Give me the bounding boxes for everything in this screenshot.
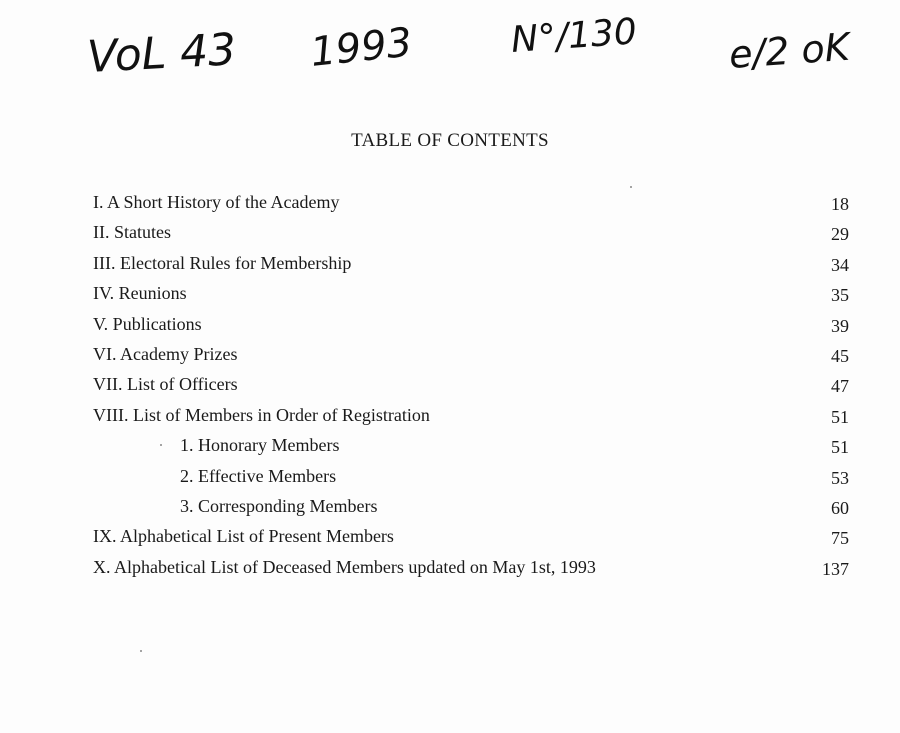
scan-speck (140, 650, 142, 652)
scan-speck (160, 444, 162, 446)
toc-entry-label: IX. Alphabetical List of Present Members (93, 526, 394, 547)
toc-entry-label: X. Alphabetical List of Deceased Members updated on May 1st, 1993 (93, 556, 596, 577)
toc-entry-label: 1. Honorary Members (180, 435, 340, 456)
toc-entry-page: 137 (822, 558, 849, 579)
toc-entry-label: 2. Effective Members (180, 465, 337, 486)
toc-entry-page: 39 (831, 315, 849, 336)
toc-entry (93, 369, 853, 399)
toc-entry-page: 51 (831, 406, 849, 427)
handwritten-number: N°/130 (509, 11, 639, 61)
toc-entry-page: 75 (831, 528, 849, 549)
toc-entry-label: III. Electoral Rules for Membership (93, 252, 352, 273)
handwritten-annotation (0, 0, 900, 110)
toc-entry (93, 552, 853, 582)
toc-entry-label: VII. List of Officers (93, 374, 238, 395)
toc-entry-page: 51 (831, 437, 849, 458)
handwritten-volume: VoL 43 (85, 24, 238, 83)
toc-list (93, 187, 853, 582)
handwritten-mark: e/2 oK (727, 24, 851, 77)
toc-entry-page: 45 (831, 345, 849, 366)
toc-entry-page: 47 (831, 376, 849, 397)
toc-entry-page: 60 (831, 497, 849, 518)
page-title: TABLE OF CONTENTS (351, 130, 549, 151)
toc-entry (93, 521, 853, 551)
toc-entry-label: VIII. List of Members in Order of Registration (93, 404, 430, 425)
toc-entry-label: IV. Reunions (93, 283, 187, 304)
toc-subentry (93, 461, 853, 491)
toc-entry (93, 309, 853, 339)
toc-subentry (93, 491, 853, 521)
toc-entry-label: VI. Academy Prizes (93, 343, 238, 364)
toc-entry-page: 29 (831, 224, 849, 245)
toc-entry (93, 278, 853, 308)
toc-entry (93, 187, 853, 217)
toc-entry (93, 400, 853, 430)
toc-subentry (93, 430, 853, 460)
toc-entry (93, 248, 853, 278)
handwritten-year: 1993 (308, 19, 415, 76)
toc-entry-page: 53 (831, 467, 849, 488)
scan-speck (630, 186, 632, 188)
toc-entry-label: V. Publications (93, 313, 202, 334)
toc-entry-page: 18 (831, 194, 849, 214)
toc-entry-label: II. Statutes (93, 222, 171, 243)
toc-entry (93, 217, 853, 247)
toc-entry-label: I. A Short History of the Academy (93, 192, 340, 212)
toc-entry (93, 339, 853, 369)
toc-entry-page: 34 (831, 254, 849, 275)
toc-entry-page: 35 (831, 285, 849, 306)
toc-entry-label: 3. Corresponding Members (180, 495, 378, 516)
